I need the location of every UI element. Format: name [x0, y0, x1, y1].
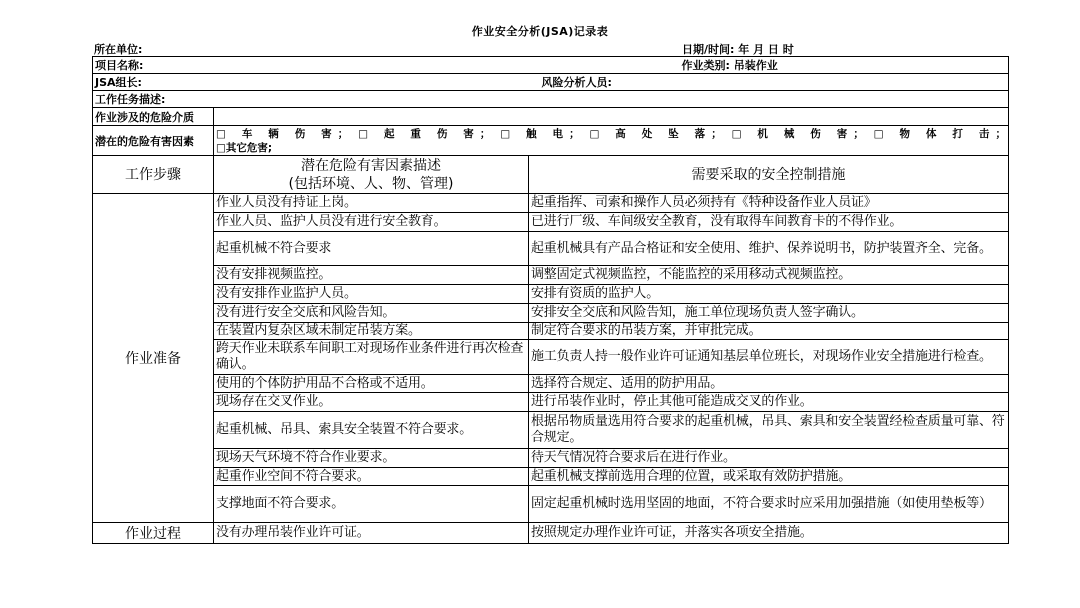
work-category-label: 作业类别: 吊装作业 — [529, 57, 1009, 74]
hazard-cell: 在装置内复杂区域未制定吊装方案。 — [214, 323, 529, 340]
hazard-cell: 起重作业空间不符合要求。 — [214, 468, 529, 486]
table-row — [93, 486, 1009, 523]
table-row — [93, 323, 1009, 340]
measure-cell: 起重机械具有产品合格证和安全使用、维护、保养说明书，防护装置齐全、完备。 — [529, 232, 1009, 266]
hazard-medium-label: 作业涉及的危险介质 — [93, 108, 214, 126]
measure-cell: 根据吊物质量选用符合要求的起重机械，吊具、索具和安全装置经检查质量可靠、符合规定。 — [529, 412, 1009, 449]
hazard-cell: 没有办理吊装作业许可证。 — [214, 523, 529, 544]
column-header-hazard — [214, 156, 529, 194]
step-name: 作业过程 — [93, 523, 214, 544]
hazard-cell: 现场天气环境不符合作业要求。 — [214, 449, 529, 468]
project-name-label: 项目名称: — [93, 57, 529, 74]
hazard-factors-checkboxes — [214, 126, 1009, 156]
table-row — [93, 194, 1009, 213]
checkbox-other-hazards[interactable]: □其它危害; — [216, 141, 273, 154]
leader-row — [93, 74, 1009, 91]
hazard-medium-value — [214, 108, 1009, 126]
hazard-cell: 起重机械、吊具、索具安全装置不符合要求。 — [214, 412, 529, 449]
table-row — [93, 213, 1009, 232]
checkbox-vehicle-injury[interactable]: □ 车 辆 伤 害； — [216, 127, 349, 140]
table-row — [93, 393, 1009, 412]
task-description-label: 工作任务描述: — [93, 91, 1009, 108]
measure-cell: 进行吊装作业时，停止其他可能造成交叉的作业。 — [529, 393, 1009, 412]
measure-cell: 选择符合规定、适用的防护用品。 — [529, 375, 1009, 393]
project-row — [93, 57, 1009, 74]
hazard-cell: 作业人员没有持证上岗。 — [214, 194, 529, 213]
measure-cell: 起重机械支撑前选用合理的位置，或采取有效防护措施。 — [529, 468, 1009, 486]
table-row — [93, 232, 1009, 266]
table-row — [93, 266, 1009, 285]
table-row — [93, 304, 1009, 323]
hazard-factors-label: 潜在的危险有害因素 — [93, 126, 214, 156]
table-row — [93, 412, 1009, 449]
table-row — [93, 285, 1009, 304]
measure-cell: 待天气情况符合要求后在进行作业。 — [529, 449, 1009, 468]
jsa-table — [92, 56, 1009, 544]
measure-cell: 固定起重机械时选用坚固的地面，不符合要求时应采用加强措施（如使用垫板等） — [529, 486, 1009, 523]
table-row — [93, 449, 1009, 468]
measure-cell: 起重指挥、司索和操作人员必须持有《特种设备作业人员证》 — [529, 194, 1009, 213]
checkbox-fall-from-height[interactable]: □ 高 处 坠 落； — [589, 127, 722, 140]
measure-cell: 制定符合要求的吊装方案，并审批完成。 — [529, 323, 1009, 340]
hazard-factors-row — [93, 126, 1009, 156]
column-header-row — [93, 156, 1009, 194]
measure-cell: 已进行厂级、车间级安全教育，没有取得车间教育卡的不得作业。 — [529, 213, 1009, 232]
column-header-measure: 需要采取的安全控制措施 — [529, 156, 1009, 194]
checkbox-lifting-injury[interactable]: □ 起 重 伤 害； — [358, 127, 491, 140]
task-row — [93, 91, 1009, 108]
unit-label: 所在单位: — [94, 43, 143, 56]
measure-cell: 调整固定式视频监控，不能监控的采用移动式视频监控。 — [529, 266, 1009, 285]
hazard-cell: 没有进行安全交底和风险告知。 — [214, 304, 529, 323]
column-header-step: 工作步骤 — [93, 156, 214, 194]
step-name: 作业准备 — [93, 194, 214, 523]
hazard-cell: 使用的个体防护用品不合格或不适用。 — [214, 375, 529, 393]
table-row — [93, 375, 1009, 393]
checkbox-object-strike[interactable]: □ 物 体 打 击； — [873, 127, 1006, 140]
hazard-cell: 跨天作业未联系车间职工对现场作业条件进行再次检查确认。 — [214, 340, 529, 375]
checkbox-electric-shock[interactable]: □ 触 电； — [500, 127, 580, 140]
measure-cell: 施工负责人持一般作业许可证通知基层单位班长，对现场作业安全措施进行检查。 — [529, 340, 1009, 375]
table-row — [93, 468, 1009, 486]
column-header-hazard-title: 潜在危险有害因素描述 — [301, 157, 441, 174]
hazard-cell: 没有安排作业监护人员。 — [214, 285, 529, 304]
hazard-cell: 没有安排视频监控。 — [214, 266, 529, 285]
measure-cell: 安排安全交底和风险告知，施工单位现场负责人签字确认。 — [529, 304, 1009, 323]
hazard-cell: 现场存在交叉作业。 — [214, 393, 529, 412]
hazard-cell: 起重机械不符合要求 — [214, 232, 529, 266]
checkbox-mechanical-injury[interactable]: □ 机 械 伤 害； — [731, 127, 864, 140]
measure-cell: 安排有资质的监护人。 — [529, 285, 1009, 304]
risk-analyst-label: 风险分析人员: — [529, 74, 1009, 91]
date-time-label: 日期/时间: 年 月 日 时 — [682, 43, 794, 56]
table-row — [93, 523, 1009, 544]
medium-row — [93, 108, 1009, 126]
hazard-cell: 作业人员、监护人员没有进行安全教育。 — [214, 213, 529, 232]
form-title: 作业安全分析(JSA)记录表 — [471, 25, 609, 38]
column-header-hazard-sub: (包括环境、人、物、管理) — [288, 175, 454, 192]
hazard-checkbox-list — [216, 127, 1006, 141]
table-row — [93, 340, 1009, 375]
hazard-cell: 支撑地面不符合要求。 — [214, 486, 529, 523]
jsa-leader-label: JSA组长: — [93, 74, 529, 91]
measure-cell: 按照规定办理作业许可证，并落实各项安全措施。 — [529, 523, 1009, 544]
